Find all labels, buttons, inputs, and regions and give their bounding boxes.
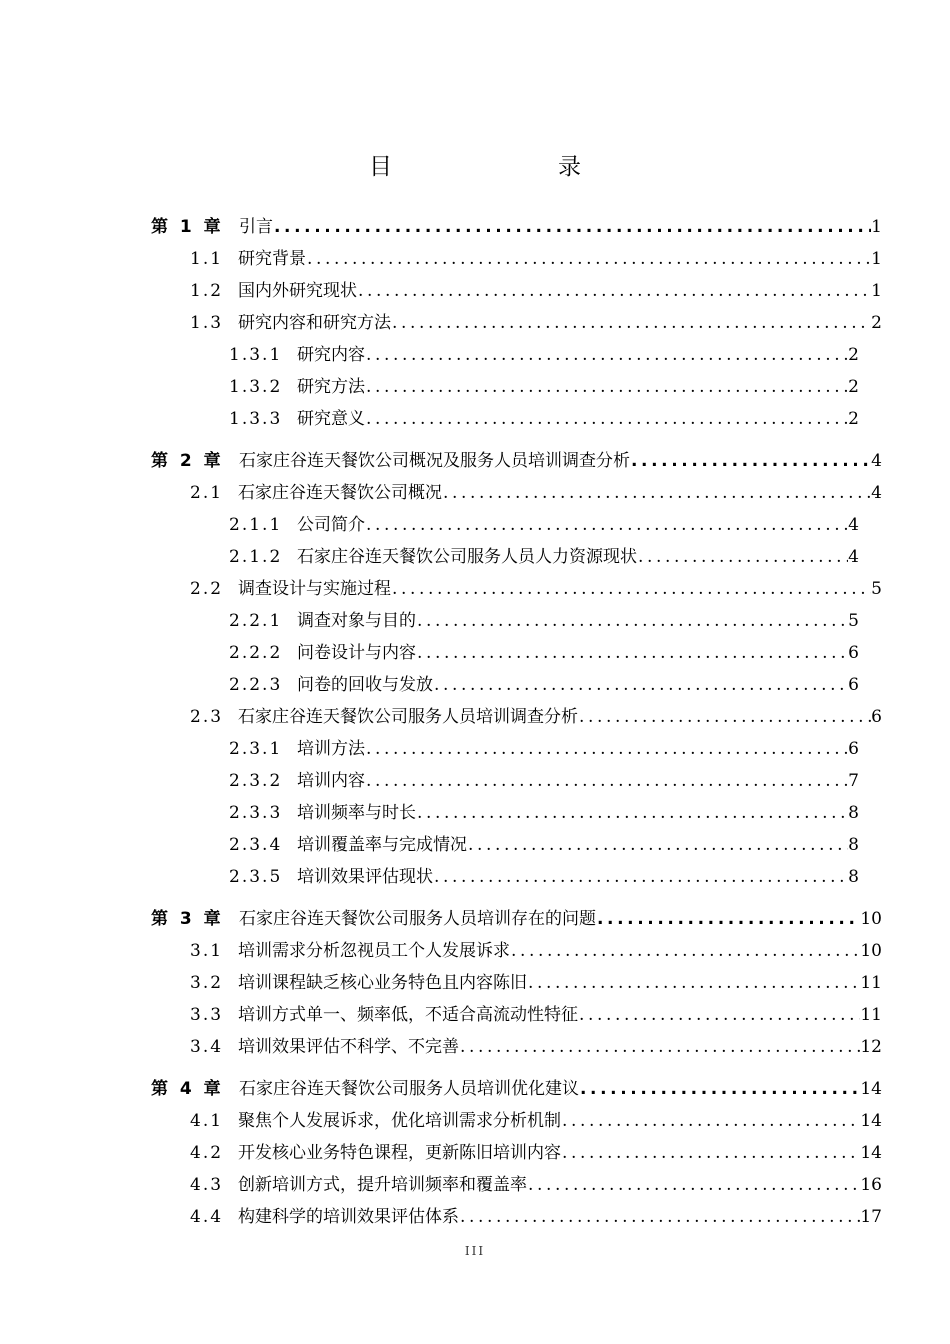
toc-dot-leader bbox=[433, 671, 848, 699]
toc-dot-leader bbox=[416, 607, 848, 635]
toc-entry-page: 11 bbox=[860, 973, 882, 993]
toc-dot-leader bbox=[596, 905, 860, 933]
toc-entry-page: 2 bbox=[848, 409, 859, 429]
toc-entry-page: 8 bbox=[848, 803, 859, 823]
toc-dot-leader bbox=[527, 1171, 860, 1199]
toc-entry-page: 4 bbox=[848, 515, 859, 535]
toc-entry-title: 研究内容 bbox=[297, 345, 365, 365]
toc-entry-number: 1.2 bbox=[190, 281, 224, 301]
toc-subsection-entry[interactable] bbox=[229, 543, 859, 571]
toc-entry-title: 研究方法 bbox=[297, 377, 365, 397]
toc-entry-page: 10 bbox=[860, 909, 882, 929]
toc-entry-title: 石家庄谷连天餐饮公司服务人员人力资源现状 bbox=[297, 547, 637, 567]
toc-entry-page: 14 bbox=[860, 1079, 882, 1099]
toc-entry-number: 2.3.3 bbox=[229, 803, 283, 823]
toc-entry-title: 研究内容和研究方法 bbox=[238, 313, 391, 333]
toc-dot-leader bbox=[578, 703, 871, 731]
toc-entry-number: 第 4 章 bbox=[151, 1079, 224, 1099]
toc-entry-number: 1.3.2 bbox=[229, 377, 283, 397]
toc-section-entry[interactable] bbox=[190, 703, 882, 731]
toc-entry-number: 4.2 bbox=[190, 1143, 224, 1163]
toc-chapter-entry[interactable] bbox=[151, 905, 882, 933]
toc-entry-number: 1.3.3 bbox=[229, 409, 283, 429]
toc-entry-page: 11 bbox=[860, 1005, 882, 1025]
toc-entry-page: 6 bbox=[871, 707, 882, 727]
toc-entry-title: 石家庄谷连天餐饮公司服务人员培训存在的问题 bbox=[239, 909, 596, 929]
toc-dot-leader bbox=[510, 937, 860, 965]
toc-entry-title: 培训效果评估现状 bbox=[297, 867, 433, 887]
toc-entry-number: 第 2 章 bbox=[151, 451, 224, 471]
toc-dot-leader bbox=[578, 1001, 860, 1029]
toc-entry-title: 研究意义 bbox=[297, 409, 365, 429]
toc-entry-number: 2.1 bbox=[190, 483, 224, 503]
toc-entry-number: 2.2.3 bbox=[229, 675, 283, 695]
toc-entry-number: 2.3.4 bbox=[229, 835, 283, 855]
toc-entry-page: 2 bbox=[848, 377, 859, 397]
toc-entry-page: 12 bbox=[860, 1037, 882, 1057]
toc-entry-page: 6 bbox=[848, 739, 859, 759]
toc-dot-leader bbox=[637, 543, 848, 571]
toc-subsection-entry[interactable] bbox=[229, 373, 859, 401]
toc-chapter-entry[interactable] bbox=[151, 213, 882, 241]
toc-entry-title: 石家庄谷连天餐饮公司服务人员培训优化建议 bbox=[239, 1079, 579, 1099]
toc-dot-leader bbox=[527, 969, 860, 997]
toc-section-entry[interactable] bbox=[190, 937, 882, 965]
toc-entry-title: 构建科学的培训效果评估体系 bbox=[238, 1207, 459, 1227]
toc-entry-title: 国内外研究现状 bbox=[238, 281, 357, 301]
toc-entry-page: 4 bbox=[871, 451, 882, 471]
toc-dot-leader bbox=[306, 245, 871, 273]
toc-entry-title: 培训频率与时长 bbox=[297, 803, 416, 823]
toc-dot-leader bbox=[433, 863, 848, 891]
toc-subsection-entry[interactable] bbox=[229, 341, 859, 369]
toc-entry-page: 4 bbox=[871, 483, 882, 503]
toc-subsection-entry[interactable] bbox=[229, 831, 859, 859]
toc-entry-number: 4.4 bbox=[190, 1207, 224, 1227]
toc-section-entry[interactable] bbox=[190, 479, 882, 507]
toc-entry-title: 培训效果评估不科学、不完善 bbox=[238, 1037, 459, 1057]
toc-entry-title: 调查设计与实施过程 bbox=[238, 579, 391, 599]
toc-entry-page: 14 bbox=[860, 1143, 882, 1163]
toc-entry-title: 培训方式单一、频率低，不适合高流动性特征 bbox=[238, 1005, 578, 1025]
toc-subsection-entry[interactable] bbox=[229, 735, 859, 763]
toc-entry-title: 问卷设计与内容 bbox=[297, 643, 416, 663]
toc-entry-title: 培训覆盖率与完成情况 bbox=[297, 835, 467, 855]
toc-section-entry[interactable] bbox=[190, 1139, 882, 1167]
toc-entry-number: 3.2 bbox=[190, 973, 224, 993]
toc-dot-leader bbox=[459, 1033, 860, 1061]
toc-chapter-entry[interactable] bbox=[151, 1075, 882, 1103]
toc-entry-title: 开发核心业务特色课程，更新陈旧培训内容 bbox=[238, 1143, 561, 1163]
toc-entry-page: 2 bbox=[848, 345, 859, 365]
toc-entry-title: 培训课程缺乏核心业务特色且内容陈旧 bbox=[238, 973, 527, 993]
toc-entry-page: 7 bbox=[848, 771, 859, 791]
toc-entry-number: 1.3 bbox=[190, 313, 224, 333]
toc-entry-title: 引言 bbox=[239, 217, 273, 237]
toc-entry-page: 16 bbox=[860, 1175, 882, 1195]
toc-dot-leader bbox=[391, 575, 871, 603]
toc-dot-leader bbox=[630, 447, 871, 475]
toc-section-entry[interactable] bbox=[190, 1033, 882, 1061]
toc-dot-leader bbox=[416, 639, 848, 667]
toc-dot-leader bbox=[561, 1107, 860, 1135]
toc-entry-page: 5 bbox=[848, 611, 859, 631]
toc-entry-number: 3.3 bbox=[190, 1005, 224, 1025]
toc-dot-leader bbox=[365, 767, 848, 795]
toc-entry-number: 第 3 章 bbox=[151, 909, 224, 929]
toc-section-entry[interactable] bbox=[190, 277, 882, 305]
toc-subsection-entry[interactable] bbox=[229, 767, 859, 795]
toc-entry-number: 2.3 bbox=[190, 707, 224, 727]
toc-entry-number: 2.1.1 bbox=[229, 515, 283, 535]
toc-entry-page: 8 bbox=[848, 835, 859, 855]
toc-dot-leader bbox=[561, 1139, 860, 1167]
toc-section-entry[interactable] bbox=[190, 575, 882, 603]
toc-subsection-entry[interactable] bbox=[229, 863, 859, 891]
toc-entry-number: 4.3 bbox=[190, 1175, 224, 1195]
toc-entry-page: 8 bbox=[848, 867, 859, 887]
toc-entry-number: 4.1 bbox=[190, 1111, 224, 1131]
toc-subsection-entry[interactable] bbox=[229, 511, 859, 539]
toc-dot-leader bbox=[459, 1203, 860, 1231]
toc-entry-page: 1 bbox=[871, 249, 882, 269]
toc-entry-title: 创新培训方式，提升培训频率和覆盖率 bbox=[238, 1175, 527, 1195]
toc-entry-title: 公司简介 bbox=[297, 515, 365, 535]
toc-entry-title: 培训需求分析忽视员工个人发展诉求 bbox=[238, 941, 510, 961]
toc-dot-leader bbox=[416, 799, 848, 827]
toc-section-entry[interactable] bbox=[190, 245, 882, 273]
toc-dot-leader bbox=[357, 277, 871, 305]
toc-entry-page: 1 bbox=[871, 281, 882, 301]
toc-chapter-entry[interactable] bbox=[151, 447, 882, 475]
toc-dot-leader bbox=[442, 479, 871, 507]
toc-entry-number: 3.4 bbox=[190, 1037, 224, 1057]
page-number-footer: III bbox=[464, 1244, 486, 1258]
toc-entry-page: 1 bbox=[871, 217, 882, 237]
toc-section-entry[interactable] bbox=[190, 309, 882, 337]
toc-section-entry[interactable] bbox=[190, 1171, 882, 1199]
toc-entry-title: 培训方法 bbox=[297, 739, 365, 759]
toc-section-entry[interactable] bbox=[190, 1203, 882, 1231]
toc-subsection-entry[interactable] bbox=[229, 405, 859, 433]
toc-dot-leader bbox=[365, 735, 848, 763]
toc-entry-number: 2.3.5 bbox=[229, 867, 283, 887]
toc-subsection-entry[interactable] bbox=[229, 607, 859, 635]
toc-dot-leader bbox=[365, 341, 848, 369]
toc-subsection-entry[interactable] bbox=[229, 799, 859, 827]
toc-entry-page: 2 bbox=[871, 313, 882, 333]
toc-dot-leader bbox=[365, 511, 848, 539]
toc-entry-title: 研究背景 bbox=[238, 249, 306, 269]
toc-entry-page: 10 bbox=[860, 941, 882, 961]
toc-entry-number: 1.1 bbox=[190, 249, 224, 269]
toc-dot-leader bbox=[365, 405, 848, 433]
toc-entry-number: 2.2.1 bbox=[229, 611, 283, 631]
toc-entry-title: 调查对象与目的 bbox=[297, 611, 416, 631]
toc-entry-number: 2.2 bbox=[190, 579, 224, 599]
toc-entry-title: 石家庄谷连天餐饮公司概况及服务人员培训调查分析 bbox=[239, 451, 630, 471]
toc-entry-page: 5 bbox=[871, 579, 882, 599]
toc-entry-title: 问卷的回收与发放 bbox=[297, 675, 433, 695]
toc-entry-page: 6 bbox=[848, 643, 859, 663]
toc-entry-page: 14 bbox=[860, 1111, 882, 1131]
toc-entry-page: 17 bbox=[860, 1207, 882, 1227]
toc-dot-leader bbox=[365, 373, 848, 401]
toc-section-entry[interactable] bbox=[190, 1001, 882, 1029]
toc-entry-number: 2.3.2 bbox=[229, 771, 283, 791]
toc-entry-number: 3.1 bbox=[190, 941, 224, 961]
toc-title: 目 录 bbox=[369, 154, 621, 180]
toc-subsection-entry[interactable] bbox=[229, 639, 859, 667]
toc-entry-number: 2.2.2 bbox=[229, 643, 283, 663]
toc-entry-page: 4 bbox=[848, 547, 859, 567]
toc-subsection-entry[interactable] bbox=[229, 671, 859, 699]
toc-section-entry[interactable] bbox=[190, 1107, 882, 1135]
toc-entry-number: 第 1 章 bbox=[151, 217, 224, 237]
toc-entry-title: 石家庄谷连天餐饮公司服务人员培训调查分析 bbox=[238, 707, 578, 727]
toc-entry-title: 培训内容 bbox=[297, 771, 365, 791]
toc-dot-leader bbox=[391, 309, 871, 337]
toc-dot-leader bbox=[467, 831, 848, 859]
toc-dot-leader bbox=[579, 1075, 860, 1103]
toc-entry-title: 聚焦个人发展诉求，优化培训需求分析机制 bbox=[238, 1111, 561, 1131]
toc-entry-number: 2.3.1 bbox=[229, 739, 283, 759]
toc-entry-title: 石家庄谷连天餐饮公司概况 bbox=[238, 483, 442, 503]
toc-entry-number: 1.3.1 bbox=[229, 345, 283, 365]
toc-entry-number: 2.1.2 bbox=[229, 547, 283, 567]
toc-section-entry[interactable] bbox=[190, 969, 882, 997]
toc-dot-leader bbox=[273, 213, 871, 241]
toc-entry-page: 6 bbox=[848, 675, 859, 695]
